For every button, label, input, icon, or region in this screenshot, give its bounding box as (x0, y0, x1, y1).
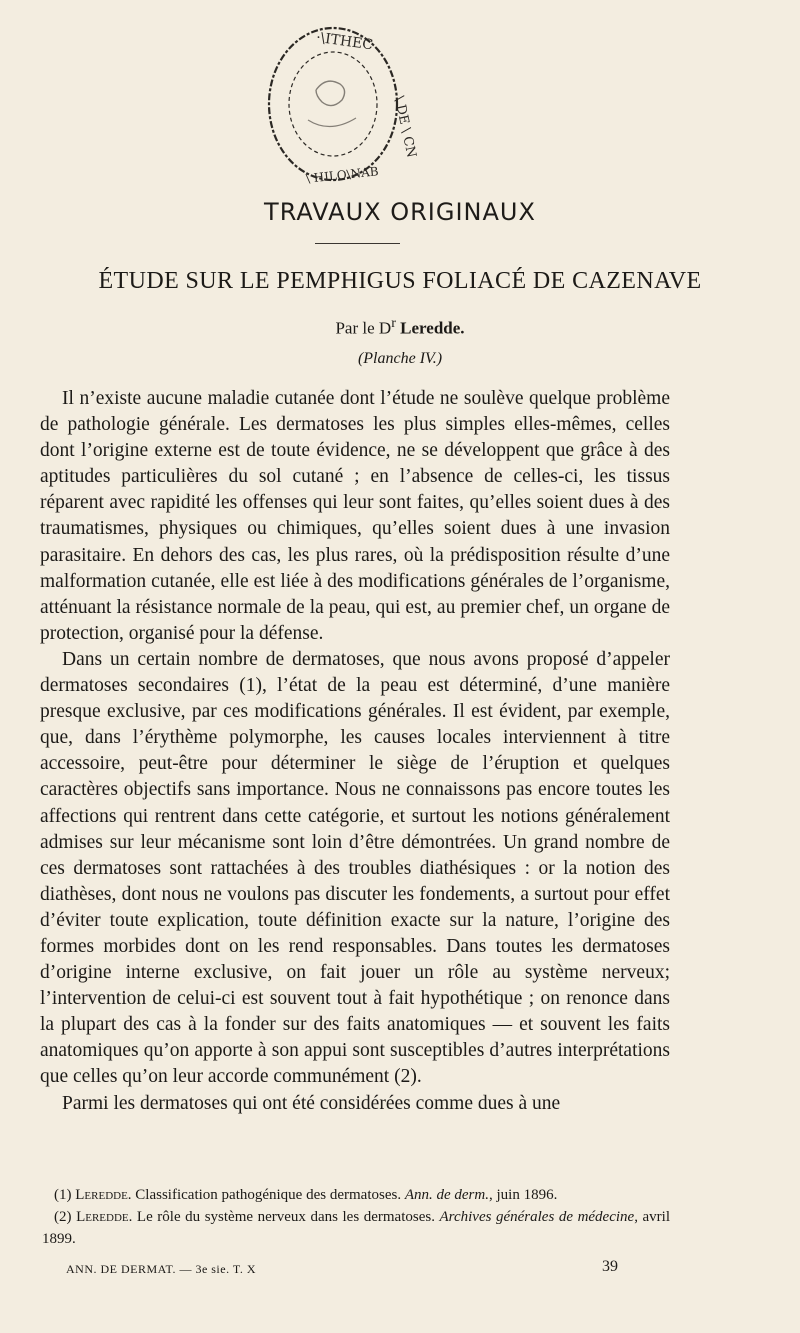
section-title: TRAVAUX ORIGINAUX (264, 198, 536, 226)
byline-superscript: r (391, 315, 396, 331)
footnote-source: Archives générales de médecine (439, 1209, 635, 1225)
footnote (42, 1184, 670, 1206)
article-body (40, 386, 670, 1117)
title-divider (315, 243, 400, 244)
footnote-mark: (1) (54, 1187, 72, 1203)
paragraph: Dans un certain nombre de dermatoses, que nous avons proposé d’appeler dermatoses secondaires (1), l’état de la peau est déterminé, d’une manière presque exclusive, par ces modifications générales. Il est évident, par exemple, que, dans l’érythème polymorphe, les causes locales interviennent à titre accessoire, peut-être pour déterminer le siège de l’éruption et quelques caractères objectifs sans importance. Nous ne connaissons pas encore toutes les affections qui rentrent dans cette catégorie, et surtout les notions généralement admises sur leur mécanisme sont loin d’être démontrées. Un grand nombre de ces dermatoses sont rattachées à des troubles diathésiques : or la notion des diathèses, dont nous ne voulons pas discuter les fondements, a surtout pour effet d’éviter toute explication, toute définition exacte sur la nature, l’origine des formes morbides dont on les rend responsables. Dans toutes les dermatoses d’origine interne exclusive, on fait jouer un rôle au système nerveux; l’intervention de celui-ci est souvent tout à fait hypothétique ; on renonce dans la plupart des cas à la fonder sur des faits anatomiques — et souvent les faits anatomiques qu’on apporte à son appui sont susceptibles d’autres interprétations que celles qu’on leur accorde communément (2). (40, 648, 670, 1088)
footnote-author: Leredde. (75, 1187, 132, 1203)
byline-author: Leredde. (400, 318, 465, 338)
footnote-source: Ann. de derm. (404, 1187, 489, 1203)
running-footer: ANN. DE DERMAT. — 3e sie. T. X (66, 1262, 256, 1276)
byline (0, 315, 800, 339)
paragraph: Parmi les dermatoses qui ont été considérées comme dues à une (62, 1092, 561, 1114)
byline-prefix: Par le D (335, 318, 392, 338)
stamp-text-top: ·\ITHEC (315, 29, 374, 54)
footnote-text: Le rôle du système nerveux dans les dermatoses. (132, 1209, 440, 1225)
stamp-text-right: \ DE \ CN (390, 94, 419, 160)
footnote-tail: , avril 1899. (42, 1209, 670, 1247)
stamp-text-bottom: \ HILO\NAB (305, 164, 380, 186)
footnotes (42, 1184, 670, 1250)
footnote-text: Classification pathogénique des dermatoses. (131, 1187, 405, 1203)
page-number: 39 (602, 1258, 618, 1275)
footnote-tail: , juin 1896. (488, 1187, 558, 1203)
article-title: ÉTUDE SUR LE PEMPHIGUS FOLIACÉ DE CAZENAVE (98, 268, 702, 294)
paragraph: Il n’existe aucune maladie cutanée dont l’étude ne soulève quelque problème de pathologie générale. Les dermatoses les plus simples elles-mêmes, celles dont l’origine externe est de toute évidence, ne se développent que grâce à des aptitudes particulières du sol cutané ; en l’absence de celles-ci, les tissus réparent avec rapidité les offenses qui leur sont faites, qu’elles soient dues à des traumatismes, physiques ou chimiques, qu’elles soient dues à une invasion parasitaire. En dehors des cas, les plus rares, où la prédisposition résulte d’une malformation cutanée, elle est liée à des modifications générales de l’organisme, atténuant la résistance normale de la peau, qui est, au premier chef, un organe de protection, organisé pour la défense. (40, 388, 670, 644)
footnote-author: Leredde. (76, 1209, 133, 1225)
library-stamp (258, 20, 419, 188)
plate-reference: (Planche IV.) (357, 350, 443, 367)
footnote (42, 1206, 670, 1250)
footnote-mark: (2) (54, 1209, 72, 1225)
